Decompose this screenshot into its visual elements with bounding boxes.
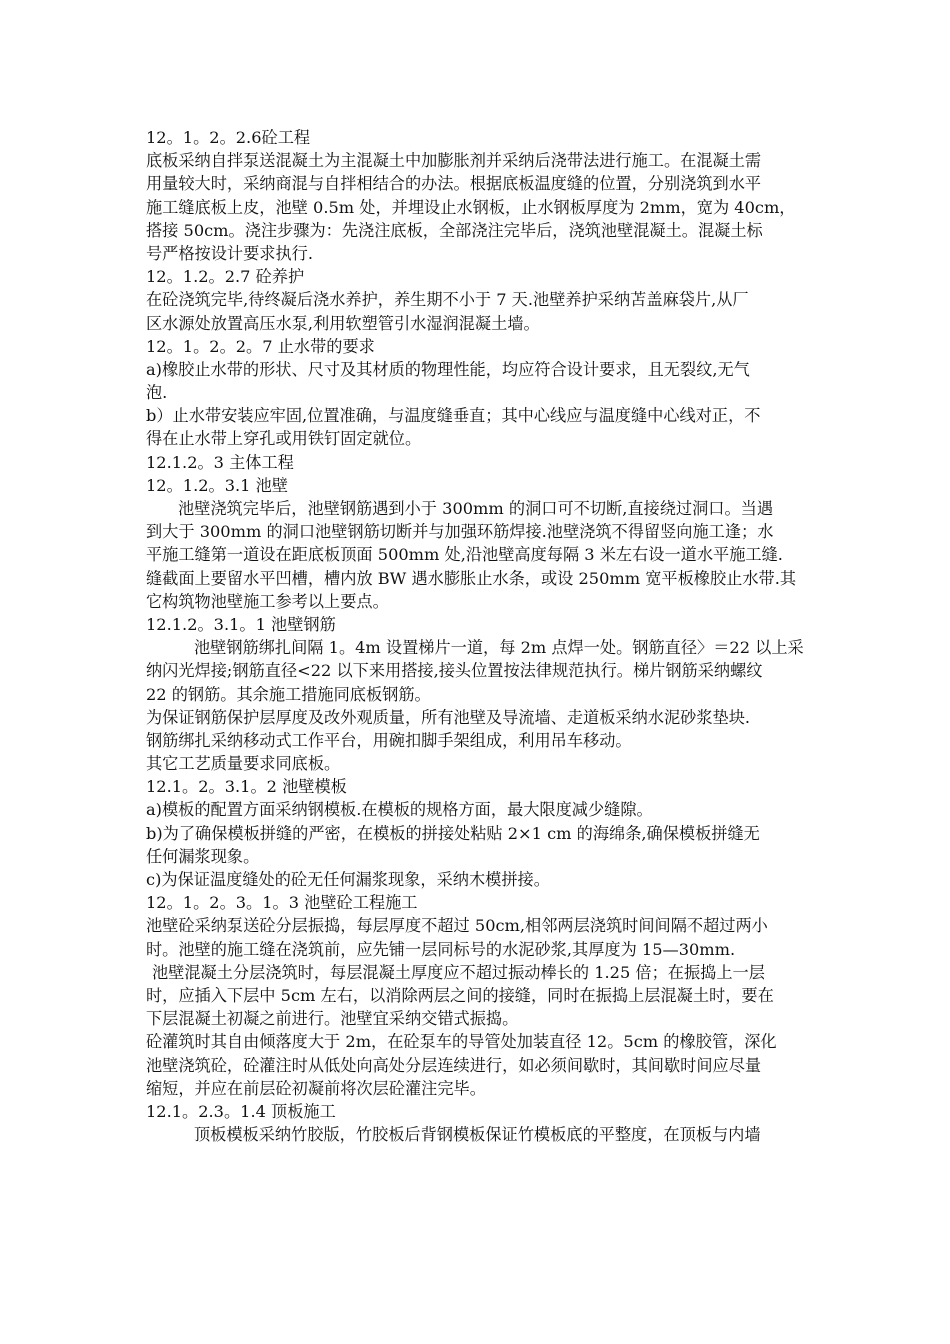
paragraph-line: 22 的钢筋。其余施工措施同底板钢筋。 xyxy=(146,684,431,704)
paragraph-line: 为保证钢筋保护层厚度及改外观质量，所有池壁及导流墙、走道板采纳水泥砂浆垫块. xyxy=(146,707,751,727)
paragraph-line: 钢筋绑扎采纳移动式工作平台，用碗扣脚手架组成，利用吊车移动。 xyxy=(146,730,632,750)
heading-waterstop-requirements: 12。1。2。2。7 止水带的要求 xyxy=(146,336,375,356)
heading-pool-wall: 12。1.2。3.1 池壁 xyxy=(146,475,288,495)
paragraph-line: 砼灌筑时其自由倾落度大于 2m，在砼泵车的导管处加装直径 12。5cm 的橡胶管，深化 xyxy=(146,1032,777,1052)
paragraph-line: 池壁浇筑砼，砼灌注时从低处向高处分层连续进行，如必须间歇时，其间歇时间应尽量 xyxy=(146,1055,762,1075)
paragraph-line: 得在止水带上穿孔或用铁钉固定就位。 xyxy=(146,429,422,449)
heading-concrete-works: 12。1。2。2.6砼工程 xyxy=(146,128,311,147)
paragraph-line: 时，应插入下层中 5cm 左右，以消除两层之间的接缝，同时在振捣上层混凝土时，要在 xyxy=(146,985,774,1005)
paragraph-line: 池壁浇筑完毕后，池壁钢筋遇到小于 300mm 的洞口可不切断,直接绕过洞口。当遇 xyxy=(178,499,774,518)
paragraph-line: 任何漏浆现象。 xyxy=(146,846,260,866)
heading-pool-wall-concrete: 12。1。2。3。1。3 池壁砼工程施工 xyxy=(146,893,418,913)
heading-main-structure: 12.1.2。3 主体工程 xyxy=(146,452,294,472)
heading-roof-slab: 12.1。2.3。1.4 顶板施工 xyxy=(146,1101,336,1121)
heading-pool-wall-rebar: 12.1.2。3.1。1 池壁钢筋 xyxy=(146,614,336,634)
paragraph-line: 底板采纳自拌泵送混凝土为主混凝土中加膨胀剂并采纳后浇带法进行施工。在混凝土需 xyxy=(146,151,762,171)
paragraph-line: 纳闪光焊接;钢筋直径<22 以下来用搭接,接头位置按法律规范执行。梯片钢筋采纳螺纹 xyxy=(146,661,763,681)
list-item-a: a)橡胶止水带的形状、尺寸及其材质的物理性能，均应符合设计要求，且无裂纹,无气 xyxy=(146,359,750,379)
paragraph-line: 它构筑物池壁施工参考以上要点。 xyxy=(146,591,389,611)
paragraph-line: 用量较大时，采纳商混与自拌相结合的办法。根据底板温度缝的位置，分别浇筑到水平 xyxy=(146,174,762,194)
paragraph-line: 顶板模板采纳竹胶版，竹胶板后背钢模板保证竹模板底的平整度，在顶板与内墙 xyxy=(194,1125,761,1145)
paragraph-line: 号严格按设计要求执行. xyxy=(146,243,314,263)
paragraph-line: 泡. xyxy=(146,383,168,403)
paragraph-line: 施工缝底板上皮，池壁 0.5m 处，并埋设止水钢板，止水钢板厚度为 2mm，宽为 40cm， xyxy=(146,197,796,217)
paragraph-line: 池壁钢筋绑扎间隔 1。4m 设置梯片一道，每 2m 点焊一处。钢筋直径〉＝22 以上采 xyxy=(194,638,804,658)
heading-concrete-curing: 12。1.2。2.7 砼养护 xyxy=(146,267,305,287)
paragraph-line: 在砼浇筑完毕,待终凝后浇水养护，养生期不小于 7 天.池壁养护采纳苫盖麻袋片,从厂 xyxy=(146,290,749,310)
list-item-a: a)模板的配置方面采纳钢模板.在模板的规格方面，最大限度减少缝隙。 xyxy=(146,800,653,820)
paragraph-line: 平施工缝第一道设在距底板顶面 500mm 处,沿池壁高度每隔 3 米左右设一道水平施工缝. xyxy=(146,545,783,565)
paragraph-line: 下层混凝土初凝之前进行。池壁宜采纳交错式振捣。 xyxy=(146,1009,519,1029)
paragraph-line: 到大于 300mm 的洞口池壁钢筋切断并与加强环筋焊接.池壁浇筑不得留竖向施工逢；水 xyxy=(146,522,774,542)
paragraph-line: 缩短，并应在前层砼初凝前将次层砼灌注完毕。 xyxy=(146,1078,486,1098)
paragraph-line: 池壁混凝土分层浇筑时，每层混凝土厚度应不超过振动棒长的 1.25 倍；在振捣上一层 xyxy=(152,962,765,982)
heading-pool-wall-formwork: 12.1。2。3.1。2 池壁模板 xyxy=(146,777,347,797)
paragraph-line: 搭接 50cm。浇注步骤为：先浇注底板，全部浇注完毕后，浇筑池壁混凝土。混凝土标 xyxy=(146,220,763,240)
paragraph-line: 区水源处放置高压水泵,利用软塑管引水湿润混凝土墙。 xyxy=(146,313,540,333)
paragraph-line: 其它工艺质量要求同底板。 xyxy=(146,754,341,774)
paragraph-line: 时。池壁的施工缝在浇筑前，应先铺一层同标号的水泥砂浆,其厚度为 15—30mm. xyxy=(146,939,736,959)
list-item-b: b）止水带安装应牢固,位置准确，与温度缝垂直；其中心线应与温度缝中心线对正，不 xyxy=(146,406,761,426)
list-item-c: c)为保证温度缝处的砼无任何漏浆现象，采纳木模拼接。 xyxy=(146,870,550,889)
paragraph-line: 缝截面上要留水平凹槽，槽内放 BW 遇水膨胀止水条，或设 250mm 宽平板橡胶止水带.其 xyxy=(146,568,797,588)
list-item-b: b)为了确保模板拼缝的严密，在模板的拼接处粘贴 2×1 cm 的海绵条,确保模板拼缝无 xyxy=(146,823,760,843)
paragraph-line: 池壁砼采纳泵送砼分层振捣，每层厚度不超过 50cm,相邻两层浇筑时间间隔不超过两小 xyxy=(146,916,768,936)
